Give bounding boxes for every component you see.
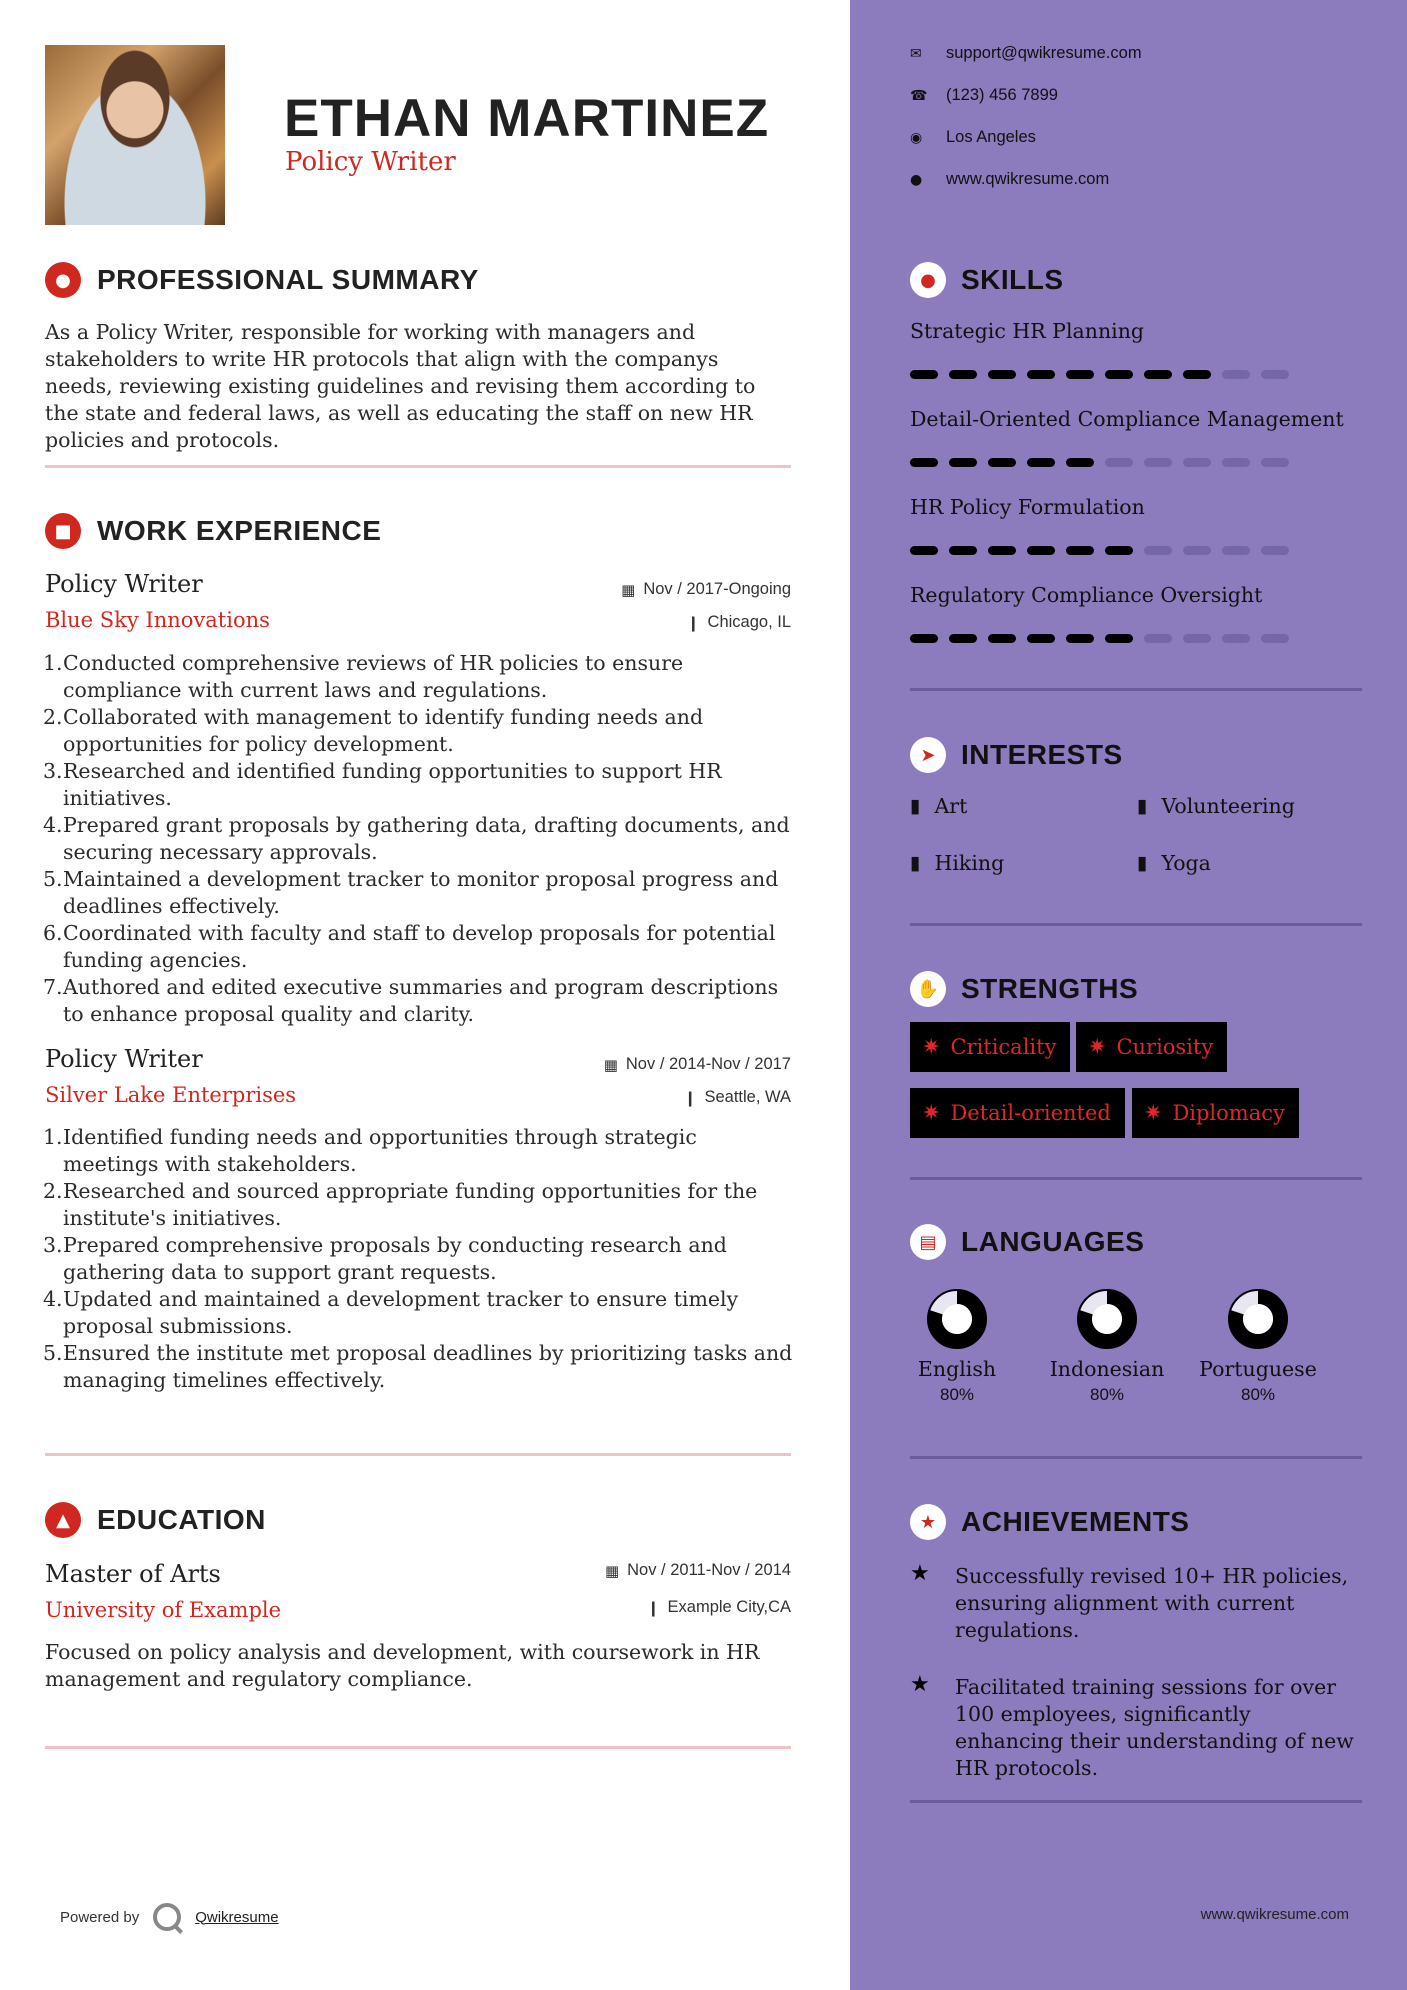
- skill-dash-filled: [1066, 370, 1094, 379]
- interest-item: [1137, 851, 1211, 875]
- fist-icon: ✋: [910, 971, 946, 1007]
- list-item: Authored and edited executive summaries and program descriptions to enhance proposal quality and clarity.: [63, 975, 779, 1026]
- job-dates-text: Nov / 2014-Nov / 2017: [625, 1055, 791, 1073]
- skill-dash-filled: [910, 458, 938, 467]
- strength-badge: [1076, 1022, 1227, 1072]
- briefcase-icon: ■: [45, 513, 81, 549]
- skill-dash-empty: [1261, 370, 1289, 379]
- interest-label: Volunteering: [1161, 794, 1295, 818]
- phone-text[interactable]: (123) 456 7899: [946, 86, 1058, 104]
- flying-star-icon: ★: [910, 1561, 930, 1586]
- interest-item: [910, 794, 967, 818]
- list-item: Collaborated with management to identify funding needs and opportunities for policy development.: [63, 705, 704, 756]
- language-icon: ▤: [910, 1224, 946, 1260]
- job-dates: [621, 580, 791, 599]
- job-duties-list: [45, 650, 795, 1028]
- strength-label: Detail-oriented: [950, 1101, 1111, 1125]
- profile-photo: [45, 45, 225, 225]
- skill-dash-empty: [1105, 458, 1133, 467]
- summary-text: As a Policy Writer, responsible for working with managers and stakeholders to write HR protocols that align with the companys needs, reviewing existing guidelines and revising them according to the state and federal laws, as well as educating the staff on new HR policies and protocols.: [45, 320, 756, 452]
- strength-badge: [1132, 1088, 1299, 1138]
- achievement-text: Facilitated training sessions for over 100 employees, significantly enhancing their understanding of new HR protocols.: [955, 1675, 1354, 1780]
- powered-by-label: Powered by: [60, 1908, 140, 1926]
- qwikresume-logo-icon: [153, 1903, 181, 1931]
- graduation-icon: ▲: [45, 1502, 81, 1538]
- skill-name: Detail-Oriented Compliance Management: [910, 407, 1344, 431]
- language-gauge: [925, 1287, 989, 1351]
- interest-item: [1137, 794, 1295, 818]
- language-item: [1188, 1287, 1328, 1405]
- job-title: Policy Writer: [45, 1045, 203, 1073]
- language-item: [1037, 1287, 1177, 1405]
- achievement-item: [910, 1674, 1360, 1782]
- skill-name: Regulatory Compliance Oversight: [910, 583, 1263, 607]
- strength-label: Curiosity: [1116, 1035, 1214, 1059]
- skill-name: HR Policy Formulation: [910, 495, 1145, 519]
- languages-title: LANGUAGES: [961, 1226, 1145, 1257]
- skill-dash-filled: [1027, 370, 1055, 379]
- skill-dash-filled: [910, 546, 938, 555]
- sidebar: [850, 0, 1407, 1990]
- skill-name: Strategic HR Planning: [910, 319, 1145, 343]
- burst-icon: ✷: [1144, 1100, 1163, 1126]
- skill-dash-empty: [1183, 546, 1211, 555]
- powered-by: [60, 1903, 279, 1931]
- language-name: Portuguese: [1199, 1357, 1317, 1381]
- envelope-icon: ✉: [910, 45, 922, 62]
- skill-dash-empty: [1183, 458, 1211, 467]
- skill-dash-filled: [988, 370, 1016, 379]
- skill-dash-filled: [910, 634, 938, 643]
- divider: [910, 1177, 1362, 1180]
- education-dates-text: Nov / 2011-Nov / 2014: [627, 1561, 791, 1579]
- language-name: Indonesian: [1049, 1357, 1165, 1381]
- divider: [910, 688, 1362, 691]
- job-company: Blue Sky Innovations: [45, 608, 270, 632]
- education-title: EDUCATION: [97, 1504, 266, 1535]
- summary-title: PROFESSIONAL SUMMARY: [97, 264, 479, 295]
- strength-badge: [910, 1088, 1125, 1138]
- achievement-text: Successfully revised 10+ HR policies, ensuring alignment with current regulations.: [955, 1564, 1349, 1642]
- skill-dash-filled: [1183, 370, 1211, 379]
- list-item: Researched and identified funding opportunities to support HR initiatives.: [63, 759, 722, 810]
- contact-location: [910, 128, 1036, 147]
- list-item: Maintained a development tracker to monitor proposal progress and deadlines effectively.: [63, 867, 779, 918]
- education-location-text: Example City,CA: [667, 1598, 791, 1616]
- skill-dash-filled: [949, 370, 977, 379]
- skill-dash-empty: [1183, 634, 1211, 643]
- list-item: Coordinated with faculty and staff to develop proposals for potential funding agencies.: [63, 921, 776, 972]
- education-heading: [45, 1502, 266, 1538]
- list-item: Prepared comprehensive proposals by conducting research and gathering data to support grant requests.: [63, 1233, 727, 1284]
- strength-label: Diplomacy: [1172, 1101, 1285, 1125]
- divider: [45, 1453, 791, 1456]
- skill-dash-filled: [910, 370, 938, 379]
- skill-dash-filled: [949, 546, 977, 555]
- interests-title: INTERESTS: [961, 739, 1123, 770]
- skill-level-bar: [910, 370, 1289, 379]
- achievement-item: [910, 1563, 1360, 1644]
- divider: [910, 1456, 1362, 1459]
- language-percent: 80%: [939, 1385, 975, 1404]
- skill-dash-empty: [1261, 458, 1289, 467]
- job-dates: [604, 1055, 791, 1074]
- skill-dash-filled: [1027, 634, 1055, 643]
- skill-dash-filled: [1066, 634, 1094, 643]
- skill-dash-filled: [1105, 634, 1133, 643]
- language-gauge: [1075, 1287, 1139, 1351]
- burst-icon: ✷: [922, 1034, 941, 1060]
- languages-heading: [910, 1224, 1144, 1260]
- star-icon: ★: [910, 1504, 946, 1540]
- interests-heading: [910, 737, 1123, 773]
- language-name: English: [917, 1357, 997, 1381]
- skill-dash-empty: [1261, 634, 1289, 643]
- pin-icon: ❙: [646, 1598, 660, 1617]
- paper-plane-icon: ➤: [910, 737, 946, 773]
- skill-dash-filled: [1105, 546, 1133, 555]
- interest-item: [910, 851, 1004, 875]
- experience-title: WORK EXPERIENCE: [97, 515, 382, 546]
- language-item: [887, 1287, 1027, 1405]
- divider: [910, 923, 1362, 926]
- email-text[interactable]: support@qwikresume.com: [946, 44, 1142, 62]
- language-percent: 80%: [1089, 1385, 1125, 1404]
- lightbulb-icon: ●: [910, 262, 946, 298]
- list-item: Prepared grant proposals by gathering data, drafting documents, and securing necessary approvals.: [63, 813, 790, 864]
- job-company: Silver Lake Enterprises: [45, 1083, 297, 1107]
- job-title: Policy Writer: [45, 570, 203, 598]
- job-location-text: Chicago, IL: [707, 613, 791, 631]
- divider: [45, 465, 791, 468]
- skill-level-bar: [910, 546, 1289, 555]
- divider: [45, 1746, 791, 1749]
- skill-dash-filled: [988, 546, 1016, 555]
- skill-dash-filled: [1105, 370, 1133, 379]
- gauge-center: [942, 1304, 972, 1334]
- skill-dash-empty: [1144, 458, 1172, 467]
- job-location: [687, 613, 791, 632]
- pin-icon: ❙: [683, 1088, 697, 1107]
- job-dates-text: Nov / 2017-Ongoing: [643, 580, 791, 598]
- skill-dash-empty: [1144, 634, 1172, 643]
- skill-dash-filled: [949, 458, 977, 467]
- contact-email: [910, 44, 1142, 63]
- calendar-icon: ▦: [603, 1055, 618, 1074]
- skill-dash-filled: [1027, 546, 1055, 555]
- gauge-center: [1243, 1304, 1273, 1334]
- skill-level-bar: [910, 458, 1289, 467]
- contact-website: [910, 170, 1109, 189]
- skill-dash-empty: [1222, 370, 1250, 379]
- book-icon: ▮: [910, 795, 921, 817]
- list-item: Identified funding needs and opportunities through strategic meetings with stakeholders.: [63, 1125, 697, 1176]
- achievements-title: ACHIEVEMENTS: [961, 1506, 1190, 1537]
- candidate-name: ETHAN MARTINEZ: [284, 89, 770, 148]
- strengths-title: STRENGTHS: [961, 973, 1139, 1004]
- footer-website[interactable]: www.qwikresume.com: [1200, 1906, 1349, 1923]
- interest-label: Hiking: [934, 851, 1005, 875]
- book-icon: ▮: [910, 852, 921, 874]
- skill-dash-filled: [1027, 458, 1055, 467]
- job-location-text: Seattle, WA: [704, 1088, 791, 1106]
- skill-dash-empty: [1144, 546, 1172, 555]
- experience-heading: [45, 513, 381, 549]
- language-gauge: [1226, 1287, 1290, 1351]
- book-icon: ▮: [1137, 795, 1148, 817]
- skills-heading: [910, 262, 1064, 298]
- candidate-role: Policy Writer: [285, 147, 456, 177]
- interest-label: Art: [934, 794, 968, 818]
- skills-title: SKILLS: [961, 264, 1064, 295]
- skill-level-bar: [910, 634, 1289, 643]
- skill-dash-filled: [1066, 458, 1094, 467]
- book-icon: ▮: [1137, 852, 1148, 874]
- gauge-center: [1092, 1304, 1122, 1334]
- skill-dash-empty: [1222, 458, 1250, 467]
- school-name: University of Example: [45, 1598, 282, 1622]
- website-text[interactable]: www.qwikresume.com: [946, 170, 1110, 188]
- strength-badge: [910, 1022, 1070, 1072]
- strength-label: Criticality: [950, 1035, 1057, 1059]
- calendar-icon: ▦: [621, 580, 636, 599]
- location-text: Los Angeles: [946, 128, 1036, 146]
- pin-icon: ❙: [686, 613, 700, 632]
- degree-title: Master of Arts: [45, 1560, 221, 1588]
- skill-dash-empty: [1222, 634, 1250, 643]
- skill-dash-filled: [988, 634, 1016, 643]
- strengths-heading: [910, 971, 1138, 1007]
- skill-dash-filled: [1066, 546, 1094, 555]
- list-item: Updated and maintained a development tracker to ensure timely proposal submissions.: [63, 1287, 739, 1338]
- calendar-icon: ▦: [604, 1561, 620, 1580]
- list-item: Conducted comprehensive reviews of HR policies to ensure compliance with current laws and regulations.: [63, 651, 684, 702]
- skill-dash-filled: [1144, 370, 1172, 379]
- language-percent: 80%: [1240, 1385, 1276, 1404]
- list-item: Ensured the institute met proposal deadlines by prioritizing tasks and managing timelines effectively.: [63, 1341, 793, 1392]
- achievements-heading: [910, 1504, 1189, 1540]
- summary-heading: [45, 262, 479, 298]
- qwikresume-link[interactable]: Qwikresume: [195, 1908, 279, 1926]
- education-description: Focused on policy analysis and development, with coursework in HR management and regulatory compliance.: [45, 1640, 760, 1691]
- divider: [910, 1800, 1362, 1803]
- burst-icon: ✷: [922, 1100, 941, 1126]
- interest-label: Yoga: [1161, 851, 1211, 875]
- skill-dash-filled: [988, 458, 1016, 467]
- map-marker-icon: ◉: [910, 129, 923, 146]
- user-icon: ●: [45, 262, 81, 298]
- education-dates: [605, 1561, 791, 1580]
- contact-phone: [910, 86, 1058, 105]
- job-duties-list: [45, 1124, 795, 1394]
- globe-icon: ●: [910, 171, 923, 188]
- education-location: [647, 1598, 791, 1617]
- flying-star-icon: ★: [910, 1672, 930, 1697]
- skill-dash-filled: [949, 634, 977, 643]
- job-location: [684, 1088, 791, 1107]
- list-item: Researched and sourced appropriate funding opportunities for the institute's initiatives.: [63, 1179, 758, 1230]
- phone-icon: ☎: [910, 87, 928, 104]
- burst-icon: ✷: [1088, 1034, 1107, 1060]
- skill-dash-empty: [1261, 546, 1289, 555]
- skill-dash-empty: [1222, 546, 1250, 555]
